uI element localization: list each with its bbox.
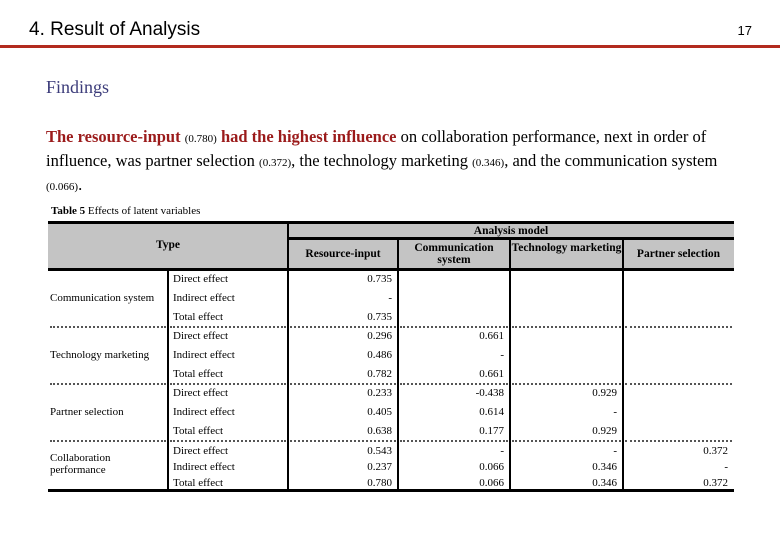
row-separator bbox=[400, 383, 508, 385]
title-divider bbox=[0, 45, 780, 48]
effect-value: 0.782 bbox=[367, 368, 392, 380]
row-separator bbox=[290, 440, 396, 442]
table-caption bbox=[51, 205, 200, 217]
analysis-model-header: Analysis model bbox=[473, 225, 549, 237]
effect-label: Indirect effect bbox=[173, 461, 235, 473]
effect-label: Direct effect bbox=[173, 273, 229, 285]
effect-value: 0.661 bbox=[479, 330, 504, 342]
table-top-rule bbox=[48, 221, 734, 224]
effect-value: 0.346 bbox=[592, 461, 617, 473]
effect-label: Indirect effect bbox=[173, 349, 235, 361]
effect-label: Total effect bbox=[173, 368, 224, 380]
effect-value: 0.296 bbox=[367, 330, 392, 342]
effect-value: 0.486 bbox=[367, 349, 392, 361]
page-number: 17 bbox=[737, 23, 752, 38]
value-text: (0.780) bbox=[184, 133, 217, 145]
effect-value: 0.638 bbox=[367, 425, 392, 437]
value-text: (0.346) bbox=[472, 157, 505, 169]
effect-value: 0.780 bbox=[367, 477, 392, 489]
effect-value: 0.614 bbox=[479, 406, 504, 418]
value-text: (0.066) bbox=[46, 181, 79, 193]
column-divider bbox=[622, 238, 624, 490]
effect-value: 0.066 bbox=[479, 461, 504, 473]
type-header: Type bbox=[155, 239, 181, 251]
row-separator bbox=[50, 326, 166, 328]
effect-value: 0.543 bbox=[367, 445, 392, 457]
column-header: Technology marketing bbox=[511, 242, 622, 254]
effect-value: 0.735 bbox=[367, 273, 392, 285]
caption-label: Table 5 bbox=[51, 205, 86, 217]
findings-paragraph bbox=[46, 126, 736, 198]
slide-title: 4. Result of Analysis bbox=[29, 19, 201, 40]
effect-label: Indirect effect bbox=[173, 292, 235, 304]
column-divider bbox=[397, 238, 399, 490]
row-separator bbox=[512, 326, 621, 328]
column-header: Communication system bbox=[414, 242, 494, 266]
effect-label: Direct effect bbox=[173, 387, 229, 399]
effect-value: 0.372 bbox=[703, 477, 728, 489]
row-separator bbox=[625, 383, 732, 385]
effect-value: 0.405 bbox=[367, 406, 392, 418]
column-header: Partner selection bbox=[636, 248, 721, 260]
effect-value: - bbox=[500, 445, 504, 457]
effect-value: 0.929 bbox=[592, 387, 617, 399]
header-bottom-rule bbox=[48, 268, 734, 271]
row-separator bbox=[625, 440, 732, 442]
column-divider bbox=[167, 270, 169, 490]
effect-value: - bbox=[724, 461, 728, 473]
effect-value: - bbox=[613, 406, 617, 418]
effect-value: - bbox=[388, 292, 392, 304]
row-separator bbox=[625, 326, 732, 328]
effect-value: 0.233 bbox=[367, 387, 392, 399]
effect-value: 0.237 bbox=[367, 461, 392, 473]
row-group-label: Collaboration performance bbox=[50, 452, 111, 476]
header-sub-rule bbox=[288, 237, 734, 240]
table-bottom-rule bbox=[48, 489, 734, 492]
effect-value: - bbox=[613, 445, 617, 457]
column-header: Resource-input bbox=[305, 248, 381, 260]
effect-value: - bbox=[500, 349, 504, 361]
body-text: on collaboration performance, next in order of influence, was partner selection bbox=[46, 127, 707, 170]
highlight-text: The resource-input bbox=[46, 127, 181, 146]
row-separator bbox=[170, 440, 286, 442]
caption-text: Effects of latent variables bbox=[85, 205, 201, 217]
row-separator bbox=[170, 383, 286, 385]
row-separator bbox=[50, 440, 166, 442]
effect-label: Total effect bbox=[173, 477, 224, 489]
row-separator bbox=[290, 326, 396, 328]
body-text: , and the communication system bbox=[504, 151, 718, 170]
effect-label: Direct effect bbox=[173, 445, 229, 457]
effect-label: Total effect bbox=[173, 425, 224, 437]
effect-label: Direct effect bbox=[173, 330, 229, 342]
effect-value: 0.177 bbox=[479, 425, 504, 437]
row-separator bbox=[50, 383, 166, 385]
body-text: , the technology marketing bbox=[291, 151, 473, 170]
value-text: (0.372) bbox=[259, 157, 292, 169]
row-separator bbox=[170, 326, 286, 328]
column-divider bbox=[287, 222, 289, 490]
effect-value: 0.346 bbox=[592, 477, 617, 489]
effect-value: 0.929 bbox=[592, 425, 617, 437]
row-separator bbox=[400, 326, 508, 328]
row-separator bbox=[512, 440, 621, 442]
row-separator bbox=[512, 383, 621, 385]
column-divider bbox=[509, 238, 511, 490]
effect-value: 0.372 bbox=[703, 445, 728, 457]
row-group-label: Partner selection bbox=[50, 405, 124, 418]
body-text: . bbox=[78, 175, 83, 194]
effect-label: Total effect bbox=[173, 311, 224, 323]
effect-value: 0.066 bbox=[479, 477, 504, 489]
row-group-label: Technology marketing bbox=[50, 348, 150, 361]
row-separator bbox=[400, 440, 508, 442]
highlight-text: had the highest influence bbox=[220, 127, 397, 146]
row-separator bbox=[290, 383, 396, 385]
effect-value: 0.735 bbox=[367, 311, 392, 323]
row-group-label: Communication system bbox=[50, 291, 155, 304]
section-heading: Findings bbox=[46, 77, 110, 97]
effect-value: 0.661 bbox=[479, 368, 504, 380]
effect-value: -0.438 bbox=[475, 387, 504, 399]
effect-label: Indirect effect bbox=[173, 406, 235, 418]
